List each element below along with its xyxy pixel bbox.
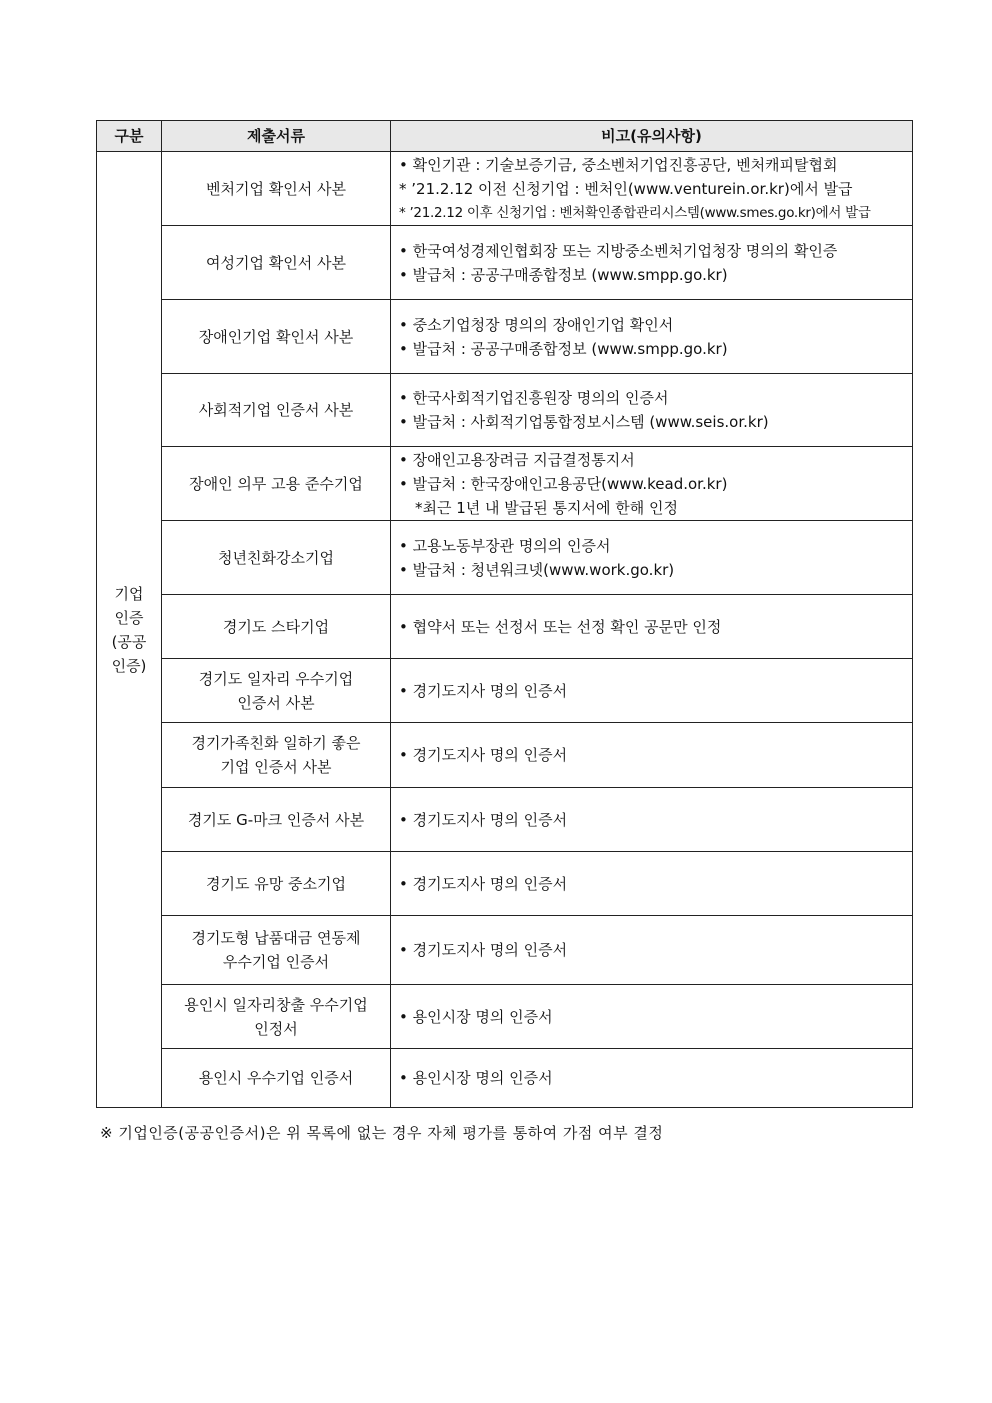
document-name: 경기도 유망 중소기업 — [206, 874, 346, 893]
document-cell — [162, 595, 391, 659]
document-name: 벤처기업 확인서 사본 — [206, 179, 346, 198]
document-cell — [162, 226, 391, 300]
note-line: • 경기도지사 명의 인증서 — [399, 874, 568, 893]
footnote: ※ 기업인증(공공인증서)은 위 목록에 없는 경우 자체 평가를 통하여 가점 여부 결정 — [100, 1124, 664, 1142]
document-name: 사회적기업 인증서 사본 — [198, 401, 354, 419]
note-cell — [391, 788, 913, 852]
note-line: • 경기도지사 명의 인증서 — [399, 746, 568, 764]
note-cell — [391, 226, 913, 300]
document-cell — [162, 374, 391, 447]
category-line: 인증) — [111, 656, 147, 675]
note-line: • 발급처 : 공공구매종합정보 (www.smpp.go.kr) — [399, 265, 728, 284]
note-cell — [391, 521, 913, 595]
table-row — [97, 788, 913, 852]
table-row — [97, 152, 913, 226]
note-line: • 한국사회적기업진흥원장 명의의 인증서 — [399, 389, 669, 407]
table-row — [97, 985, 913, 1049]
document-name: 경기도 스타기업 — [222, 617, 330, 636]
note-cell — [391, 152, 913, 226]
table-row — [97, 916, 913, 985]
document-cell — [162, 152, 391, 226]
note-line: • 협약서 또는 선정서 또는 선정 확인 공문만 인정 — [399, 617, 722, 636]
table-row — [97, 852, 913, 916]
note-cell — [391, 916, 913, 985]
header-category: 구분 — [97, 121, 162, 152]
note-line: * ’21.2.12 이전 신청기업 : 벤처인(www.venturein.or.kr)에서 발급 — [399, 179, 853, 198]
document-name: 인증서 사본 — [237, 693, 315, 712]
note-cell — [391, 985, 913, 1049]
note-line: • 경기도지사 명의 인증서 — [399, 810, 568, 829]
table-row — [97, 226, 913, 300]
category-line: 기업 — [114, 584, 144, 603]
note-line: * ’21.2.12 이후 신청기업 : 벤처확인종합관리시스템(www.smes.go.kr)에서 발급 — [399, 204, 871, 221]
note-line: • 발급처 : 공공구매종합정보 (www.smpp.go.kr) — [399, 339, 728, 358]
category-cell — [97, 152, 162, 1108]
header-note: 비고(유의사항) — [391, 121, 913, 152]
table-row — [97, 1049, 913, 1108]
category-line: 인증 — [114, 608, 144, 627]
document-name: 경기가족친화 일하기 좋은 — [191, 734, 361, 752]
note-line: • 중소기업청장 명의의 장애인기업 확인서 — [399, 315, 674, 334]
note-line: • 장애인고용장려금 지급결정통지서 — [399, 450, 635, 469]
note-line: • 경기도지사 명의 인증서 — [399, 681, 568, 700]
table-row — [97, 521, 913, 595]
note-cell — [391, 447, 913, 521]
note-cell — [391, 595, 913, 659]
document-cell — [162, 788, 391, 852]
note-cell — [391, 659, 913, 723]
note-line: • 발급처 : 한국장애인고용공단(www.kead.or.kr) — [399, 474, 728, 493]
note-line: • 용인시장 명의 인증서 — [399, 1069, 553, 1087]
note-line: • 고용노동부장관 명의의 인증서 — [399, 536, 611, 555]
document-cell — [162, 723, 391, 788]
document-name: 장애인기업 확인서 사본 — [198, 327, 354, 346]
document-cell — [162, 447, 391, 521]
document-name: 경기도 일자리 우수기업 — [198, 669, 354, 688]
table-row — [97, 374, 913, 447]
document-cell — [162, 300, 391, 374]
note-line: • 한국여성경제인협회장 또는 지방중소벤처기업청장 명의의 확인증 — [399, 241, 838, 260]
note-line: • 발급처 : 청년워크넷(www.work.go.kr) — [399, 560, 675, 579]
document-cell — [162, 1049, 391, 1108]
document-name: 청년친화강소기업 — [218, 548, 334, 567]
document-cell — [162, 985, 391, 1049]
header-document: 제출서류 — [162, 121, 391, 152]
document-name: 인정서 — [254, 1019, 298, 1038]
table-row — [97, 595, 913, 659]
note-cell — [391, 1049, 913, 1108]
category-line: (공공 — [111, 632, 147, 651]
note-cell — [391, 723, 913, 788]
document-cell — [162, 852, 391, 916]
note-cell — [391, 852, 913, 916]
document-name: 장애인 의무 고용 준수기업 — [189, 474, 363, 493]
document-name: 기업 인증서 사본 — [220, 758, 332, 776]
document-name: 경기도형 납품대금 연동제 — [191, 929, 361, 947]
table-row — [97, 300, 913, 374]
document-cell — [162, 659, 391, 723]
note-cell — [391, 300, 913, 374]
note-line: • 용인시장 명의 인증서 — [399, 1007, 553, 1026]
note-line: *최근 1년 내 발급된 통지서에 한해 인정 — [415, 498, 679, 517]
document-name: 우수기업 인증서 — [222, 953, 330, 971]
document-name: 용인시 우수기업 인증서 — [198, 1069, 354, 1087]
note-line: • 경기도지사 명의 인증서 — [399, 941, 568, 959]
table-row — [97, 447, 913, 521]
note-cell — [391, 374, 913, 447]
header-row — [97, 121, 913, 152]
document-cell — [162, 521, 391, 595]
document-cell — [162, 916, 391, 985]
document-name: 용인시 일자리창출 우수기업 — [184, 995, 368, 1014]
table-row — [97, 659, 913, 723]
document-name: 여성기업 확인서 사본 — [206, 253, 346, 272]
note-line: • 발급처 : 사회적기업통합정보시스템 (www.seis.or.kr) — [399, 413, 769, 431]
document-requirements-table — [96, 120, 913, 1108]
document-name: 경기도 G-마크 인증서 사본 — [187, 810, 365, 829]
table-row — [97, 723, 913, 788]
note-line: • 확인기관 : 기술보증기금, 중소벤처기업진흥공단, 벤처캐피탈협회 — [399, 155, 838, 174]
